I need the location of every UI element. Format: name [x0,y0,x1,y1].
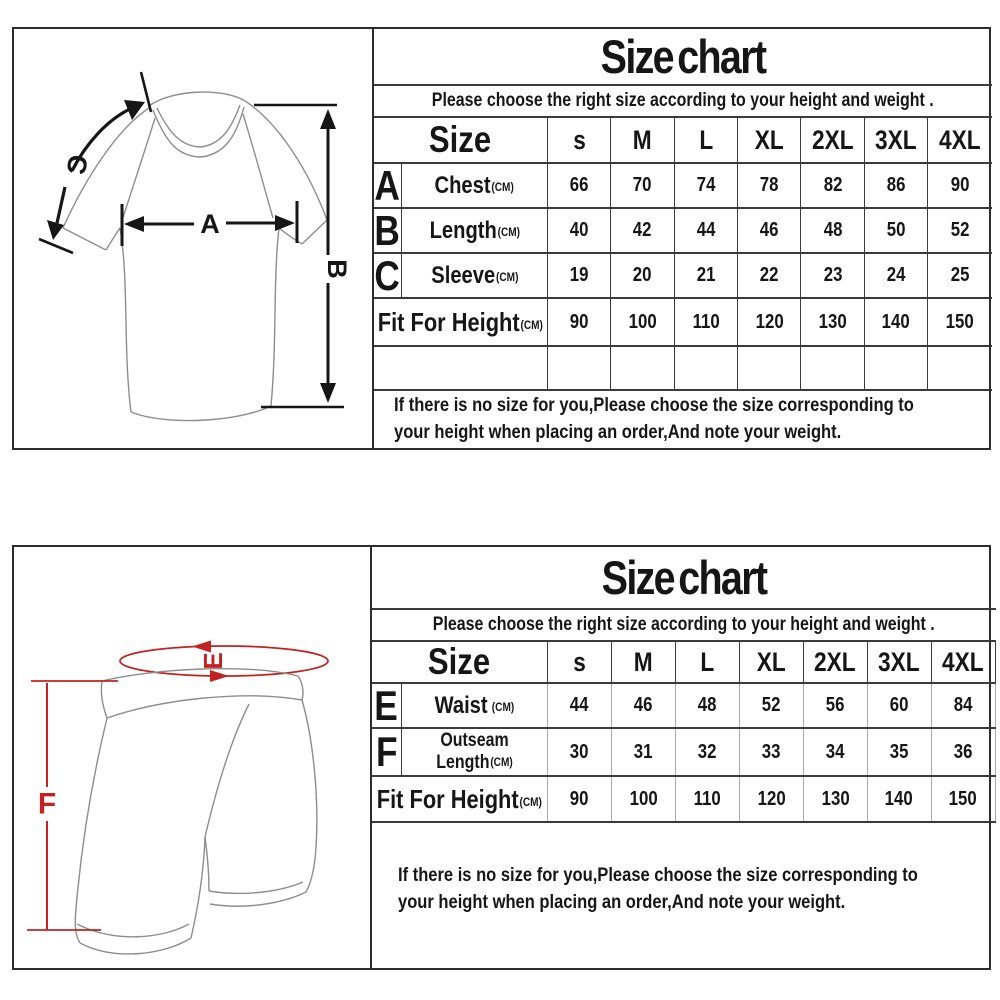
empty-row [374,347,992,391]
shorts-header-row [372,642,996,684]
sleeve-row [374,254,992,299]
length-4xl: 52 [950,219,970,241]
col-4xl: 4XL [939,124,981,155]
col-m: M [633,646,653,677]
fit-xl: 120 [757,787,786,810]
shirt-diagram [14,29,374,448]
fit-l: 110 [693,787,721,810]
length-s: 40 [569,219,589,241]
sleeve-4xl: 25 [950,264,970,286]
shorts-measurement-diagram [14,547,370,968]
waist-4xl: 84 [953,694,973,716]
shirt-table-title-row [374,29,992,86]
shirt-note [374,391,992,448]
fit-3xl: 140 [882,310,911,333]
sleeve-2xl: 23 [823,264,843,286]
waist-s: 44 [570,694,589,716]
shirt-size-table [374,29,992,448]
length-row [374,209,992,254]
length-l: 44 [696,219,716,241]
chest-unit: (CM) [491,179,515,194]
col-m: M [633,124,652,155]
col-s: s [572,124,586,155]
shorts-size-table [372,547,996,968]
chest-m: 70 [633,174,652,196]
outseam-l: 32 [697,740,717,763]
sleeve-3xl: 24 [886,264,906,286]
chest-2xl: 82 [823,174,843,196]
fit-unit: (CM) [520,317,544,332]
chest-row [374,164,992,209]
label-f: F [37,787,57,821]
shirt-note-line2: your height when placing an order,And note your weight. [394,421,842,443]
row-letter-c: C [374,254,401,297]
waist-l: 48 [697,694,717,716]
label-e: E [198,652,228,670]
shorts-diagram [14,547,372,968]
length-unit: (CM) [497,224,520,239]
col-l: L [700,646,715,677]
sleeve-m: 20 [633,264,652,286]
e-arrowhead-left [192,641,211,653]
shorts-size-panel [12,545,991,970]
chest-s: 66 [569,174,589,196]
sleeve-s: 19 [569,264,589,286]
col-2xl: 2XL [811,124,854,155]
size-header: Size [429,119,492,160]
shorts-table-subtitle: Please choose the right size according to your height and weight . [432,614,935,635]
fit-unit: (CM) [519,794,543,809]
outseam-label-line1: Outseam [440,730,509,752]
sleeve-l: 21 [696,264,716,286]
row-letter-a: A [374,164,401,207]
col-s: s [573,646,586,677]
shirt-measurement-diagram [14,29,372,448]
size-header: Size [428,642,491,682]
fit-m: 100 [629,787,658,810]
col-4xl: 4XL [942,646,984,677]
waist-3xl: 60 [889,694,909,716]
chest-xl: 78 [759,174,779,196]
fit-height-row [374,299,992,347]
shorts-table-subtitle-row [372,610,996,642]
outseam-label-line2: Length [436,752,490,773]
fit-label: Fit For Height [377,306,520,337]
waist-row [372,684,996,729]
fit-xl: 120 [755,310,784,333]
col-3xl: 3XL [875,124,917,155]
outseam-3xl: 35 [889,740,909,763]
shorts-outline [75,669,317,954]
shorts-table-title: Size chart [601,551,767,604]
chest-4xl: 90 [950,174,970,196]
outseam-xl: 33 [761,740,781,763]
shirt-header-row [374,118,992,164]
col-3xl: 3XL [878,646,920,677]
outseam-unit: (CM) [490,755,513,769]
chest-3xl: 86 [886,174,906,196]
shorts-table-title-row [372,547,996,610]
length-m: 42 [633,219,652,241]
fit-2xl: 130 [818,310,847,333]
col-l: L [698,124,713,155]
fit-4xl: 150 [949,787,978,810]
row-letter-e: E [374,684,399,727]
label-c: C [60,152,94,177]
row-letter-b: B [374,209,401,252]
sleeve-unit: (CM) [495,269,519,284]
shirt-table-subtitle: Please choose the right size according to your height and weight . [431,90,934,111]
waist-2xl: 56 [825,694,845,716]
fit-s: 90 [570,787,589,810]
label-a: A [200,209,220,239]
length-label: Length [429,216,497,244]
outseam-m: 31 [634,740,653,763]
outseam-2xl: 34 [825,740,845,763]
shirt-table-title: Size chart [600,30,766,83]
fit-s: 90 [569,310,589,333]
sleeve-label: Sleeve [430,261,495,289]
shirt-table-subtitle-row [374,86,992,118]
fit-l: 110 [692,310,720,333]
row-letter-f: F [375,729,398,775]
col-2xl: 2XL [814,646,857,677]
col-xl: XL [754,124,784,155]
measure-b-arrow [254,105,344,407]
fit-3xl: 140 [885,787,914,810]
outseam-row [372,729,996,777]
fit-height-row [372,777,996,823]
chest-label: Chest [434,171,491,199]
sleeve-xl: 22 [759,264,779,286]
shorts-note [372,823,996,968]
e-arrowhead-right [210,670,229,682]
outseam-s: 30 [570,740,589,763]
length-2xl: 48 [823,219,843,241]
waist-m: 46 [634,694,653,716]
outseam-4xl: 36 [953,740,973,763]
shorts-note-line2: your height when placing an order,And note your weight. [398,891,846,913]
col-xl: XL [756,646,786,677]
shirt-size-panel [12,27,991,450]
shirt-outline [63,92,327,421]
fit-m: 100 [628,310,657,333]
fit-2xl: 130 [821,787,850,810]
fit-label: Fit For Height [376,783,519,814]
shirt-note-line1: If there is no size for you,Please choose the size corresponding to [394,394,914,416]
waist-unit: (CM) [491,699,515,714]
waist-xl: 52 [761,694,781,716]
shorts-note-line1: If there is no size for you,Please choose the size corresponding to [398,865,918,886]
label-b: B [322,259,352,279]
fit-4xl: 150 [945,310,974,333]
length-xl: 46 [759,219,779,241]
length-3xl: 50 [886,219,906,241]
chest-l: 74 [696,174,716,196]
waist-label: Waist [434,691,488,719]
